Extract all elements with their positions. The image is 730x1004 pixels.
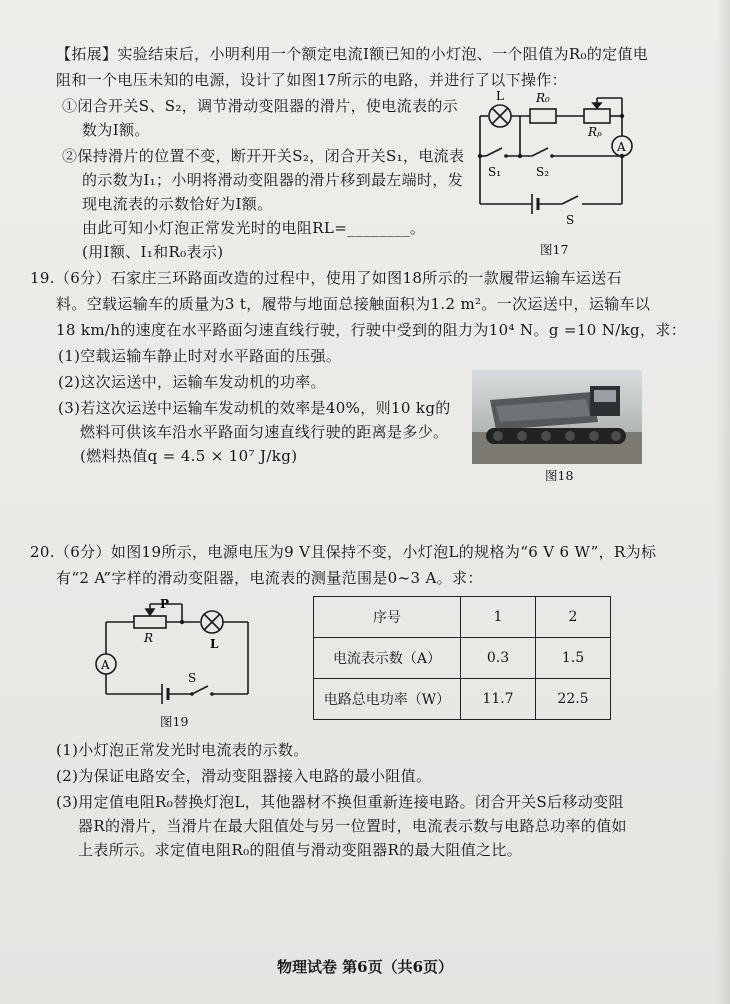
fig19-r-label: R [144,631,154,645]
fig19-s-label: S [188,671,197,685]
figure-17-circuit [472,84,642,240]
q20-sub-2: (2)为保证电路安全，滑动变阻器接入电路的最小阻值。 [56,767,432,785]
table-cell: 0.3 [461,638,536,679]
table-row [314,638,611,679]
q20-sub-1: (1)小灯泡正常发光时电流表的示数。 [56,741,309,759]
fig17-s2-label: S₂ [536,165,550,179]
q19-sub-2: (2)这次运送中，运输车发动机的功率。 [58,373,326,391]
rheostat-r-icon [134,616,166,628]
table-header-cell: 2 [536,597,611,638]
table-row [314,679,611,720]
q19-line-1: 19.（6分）石家庄三环路面改造的过程中，使用了如图18所示的一款履带运输车运送石 [30,269,622,287]
q19-sub-3a: (3)若这次运送中运输车发动机的效率是40%，则10 kg的 [58,399,451,417]
extension-step-2b: 的示数为I₁；小明将滑动变阻器的滑片移到最左端时，发 [82,171,464,189]
table-header-cell: 1 [461,597,536,638]
page-edge-shadow [716,0,730,1004]
table-header-row [314,597,611,638]
figure-17-caption: 图17 [540,242,569,257]
fig19-ammeter-label: A [101,658,110,672]
figure-19-caption: 图19 [160,714,189,729]
resistor-r0-icon [530,109,556,123]
q19-sub-1: (1)空载运输车静止时对水平路面的压强。 [58,347,342,365]
fig17-s1-label: S₁ [488,165,502,179]
fig19-p-label: P [160,597,170,611]
extension-result: 由此可知小灯泡正常发光时的电阻RL=________。 [82,219,426,237]
table-header-cell: 序号 [314,597,461,638]
q19-line-3: 18 km/h的速度在水平路面匀速直线行驶，行驶中受到的阻力为10⁴ N。g =10 N/kg，求： [56,321,687,339]
q20-line-1: 20.（6分）如图19所示，电源电压为9 V且保持不变，小灯泡L的规格为“6 V 6 W”，R为标 [30,543,657,561]
figure-18-caption: 图18 [545,468,574,483]
extension-step-1b: 数为I额。 [82,121,150,139]
crawler-track-icon [486,428,626,444]
extension-step-1a: ①闭合开关S、S₂，调节滑动变阻器的滑片，使电流表的示 [62,97,459,115]
table-cell: 电路总电功率（W） [314,679,461,720]
q20-sub-3c: 上表所示。求定值电阻R₀的阻值与滑动变阻器R的最大阻值之比。 [78,841,523,859]
rheostat-rp-icon [584,109,610,123]
table-cell: 1.5 [536,638,611,679]
table-cell: 电流表示数（A） [314,638,461,679]
q19-sub-3b: 燃料可供该车沿水平路面匀速直线行驶的距离是多少。 [80,423,449,441]
figure-18-truck-photo [472,370,642,464]
fig17-lamp-label: L [496,89,504,103]
extension-step-2c: 现电流表的示数恰好为I额。 [82,195,273,213]
q20-sub-3a: (3)用定值电阻R₀替换灯泡L，其他器材不换但重新连接电路。闭合开关S后移动变阻 [56,793,624,811]
fig17-ammeter-label: A [617,140,626,154]
data-table [313,596,611,720]
fig17-r0-label: R₀ [536,91,550,105]
extension-hint: (用I额、I₁和R₀表示) [82,243,224,261]
table-cell: 11.7 [461,679,536,720]
extension-line-1: 【拓展】实验结束后，小明利用一个额定电流I额已知的小灯泡、一个阻值为R₀的定值电 [56,45,649,63]
table-cell: 22.5 [536,679,611,720]
q20-line-2: 有“2 A”字样的滑动变阻器，电流表的测量范围是0~3 A。求： [56,569,483,587]
q20-sub-3b: 器R的滑片，当滑片在最大阻值处与另一位置时，电流表示数与电路总功率的值如 [78,817,627,835]
extension-line-2: 阻和一个电压未知的电源，设计了如图17所示的电路，并进行了以下操作： [56,71,567,89]
fig19-lamp-label: L [210,637,219,651]
figure-19-circuit [88,596,268,712]
q19-sub-3c: (燃料热值q = 4.5 × 10⁷ J/kg) [80,447,298,465]
extension-step-2a: ②保持滑片的位置不变，断开开关S₂，闭合开关S₁，电流表 [62,147,465,165]
fig17-s-label: S [566,213,575,227]
q19-line-2: 料。空载运输车的质量为3 t，履带与地面总接触面积为1.2 m²。一次运送中，运输车以 [56,295,651,313]
page-footer: 物理试卷 第6页（共6页） [276,958,454,976]
fig17-rp-label: Rₚ [588,125,602,139]
